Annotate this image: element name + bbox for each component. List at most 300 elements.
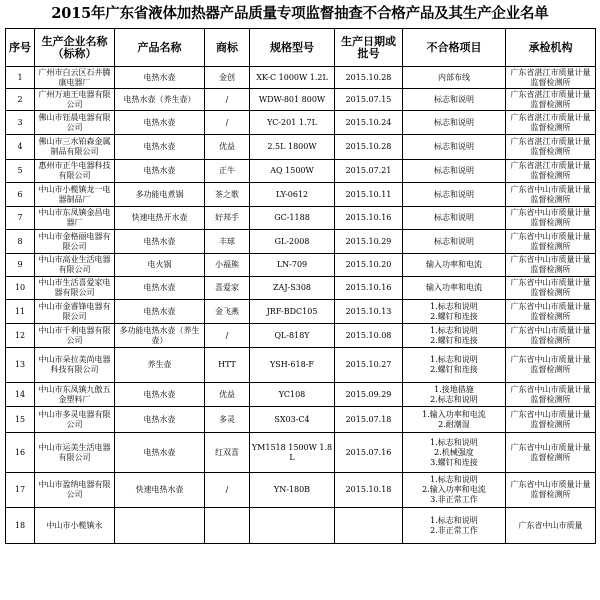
cell-no-text: 7 xyxy=(17,213,23,222)
cell-brand-text: 优益 xyxy=(219,389,235,399)
cell-no-text: 6 xyxy=(17,189,23,199)
cell-date xyxy=(335,348,403,383)
cell-model xyxy=(250,407,335,433)
table-row xyxy=(6,135,596,160)
cell-product xyxy=(115,348,205,383)
cell-no-text: 11 xyxy=(14,306,26,316)
cell-items-text: 2.机械强度 xyxy=(434,447,474,457)
cell-items-text: 2.螺钉和连接 xyxy=(430,365,478,374)
cell-model xyxy=(250,254,335,277)
cell-model-text: YN-180B xyxy=(273,485,311,494)
cell-model xyxy=(250,207,335,230)
cell-date xyxy=(335,135,403,160)
cell-no xyxy=(6,407,35,433)
header-brand: 商标 xyxy=(205,29,250,67)
cell-date-text: 2015.10.11 xyxy=(345,189,392,199)
cell-company-text: 中山市多灵电器有限公司 xyxy=(38,409,111,429)
cell-brand-text: / xyxy=(225,117,229,127)
cell-product-text: 电热水壶 xyxy=(143,236,176,246)
cell-date-text: 2015.10.13 xyxy=(345,306,392,316)
cell-product-text: 快速电热开水壶 xyxy=(131,213,188,222)
cell-company-text: 中山市盈纳电器有限公司 xyxy=(38,480,111,499)
cell-company-text: 中山市千利电器有限公司 xyxy=(38,325,111,345)
table-row xyxy=(6,508,596,544)
cell-company-text: 中山市朵拉美尚电器科技有限公司 xyxy=(38,355,111,374)
cell-date xyxy=(335,473,403,508)
cell-items xyxy=(403,277,506,300)
cell-items-text: 标志和说明 xyxy=(434,236,474,246)
cell-lab xyxy=(506,300,596,324)
cell-date-text: 2015.10.16 xyxy=(345,283,392,292)
cell-product xyxy=(115,300,205,324)
cell-date-text: 2015.10.29 xyxy=(345,236,392,246)
cell-model-text: LY-0612 xyxy=(275,189,309,199)
cell-date xyxy=(335,111,403,135)
cell-no-text: 18 xyxy=(14,520,26,530)
cell-date xyxy=(335,160,403,183)
cell-lab-text: 广东省中山市质量计量监督检测所 xyxy=(510,384,591,404)
cell-product xyxy=(115,277,205,300)
cell-lab xyxy=(506,277,596,300)
cell-model xyxy=(250,433,335,473)
cell-lab-text: 广东省中山市质量 xyxy=(518,520,583,530)
cell-model xyxy=(250,135,335,160)
cell-lab-text: 广东省中山市质量计量监督检测所 xyxy=(510,325,591,345)
cell-model xyxy=(250,183,335,207)
cell-no xyxy=(6,160,35,183)
cell-product-text: 快速电热水壶 xyxy=(135,485,184,494)
cell-date-text: 2015.10.28 xyxy=(345,142,392,151)
cell-brand xyxy=(205,160,250,183)
cell-company xyxy=(35,300,115,324)
cell-items xyxy=(403,300,506,324)
cell-brand-text: 好邦手 xyxy=(215,213,239,222)
table-row xyxy=(6,433,596,473)
cell-product xyxy=(115,407,205,433)
cell-lab-text: 广东省中山市质量计量监督检测所 xyxy=(510,208,591,227)
cell-no-text: 13 xyxy=(14,360,26,369)
cell-company xyxy=(35,473,115,508)
cell-items xyxy=(403,207,506,230)
cell-no-text: 8 xyxy=(17,236,23,246)
cell-brand-text: 正牛 xyxy=(219,166,235,175)
cell-date xyxy=(335,67,403,89)
cell-items xyxy=(403,135,506,160)
header-no: 序号 xyxy=(6,29,35,67)
cell-product xyxy=(115,324,205,348)
cell-items-text: 3.非正常工作 xyxy=(430,495,478,504)
cell-brand xyxy=(205,433,250,473)
cell-product xyxy=(115,135,205,160)
table-body xyxy=(6,67,596,544)
cell-no-text: 17 xyxy=(14,485,26,494)
cell-product-text: 多功能电热水壶（养生壶） xyxy=(119,325,200,345)
cell-brand-text: 优益 xyxy=(219,142,235,151)
cell-model-text: JRF-BDC105 xyxy=(266,306,318,316)
table-row xyxy=(6,324,596,348)
cell-company-text: 惠州市正牛电器科技有限公司 xyxy=(38,161,111,180)
cell-product-text: 电热水壶 xyxy=(143,117,176,127)
cell-product-text: 电热水壶 xyxy=(143,283,176,292)
cell-items xyxy=(403,324,506,348)
cell-company xyxy=(35,508,115,544)
nonconforming-products-table xyxy=(5,28,596,544)
cell-company-text: 中山市东凤镇九傲五金塑料厂 xyxy=(38,384,111,404)
cell-model-text: WDW-801 800W xyxy=(258,94,326,104)
cell-product xyxy=(115,67,205,89)
cell-lab xyxy=(506,348,596,383)
cell-no-text: 2 xyxy=(17,94,23,104)
cell-brand xyxy=(205,230,250,254)
cell-lab-text: 广东省中山市质量计量监督检测所 xyxy=(510,442,591,462)
cell-lab-text: 广东省中山市质量计量监督检测所 xyxy=(510,355,591,374)
cell-company-text: 中山市小榄镇永 xyxy=(46,520,103,530)
cell-company xyxy=(35,324,115,348)
cell-date xyxy=(335,230,403,254)
cell-company-text: 广州万迪王电器有限公司 xyxy=(38,89,111,109)
cell-date-text: 2015.10.08 xyxy=(345,330,392,340)
cell-no xyxy=(6,111,35,135)
cell-date-text: 2015.07.15 xyxy=(345,94,392,104)
cell-no xyxy=(6,433,35,473)
cell-model xyxy=(250,89,335,111)
cell-items-text: 1.接地措施 xyxy=(434,384,474,394)
table-row xyxy=(6,254,596,277)
cell-items xyxy=(403,183,506,207)
cell-product-text: 电热水壶 xyxy=(143,72,176,82)
table-row xyxy=(6,348,596,383)
cell-date xyxy=(335,324,403,348)
cell-date xyxy=(335,254,403,277)
cell-items-text: 输入功率和电流 xyxy=(426,283,482,292)
cell-lab-text: 广东省中山市质量计量监督检测所 xyxy=(510,184,591,204)
cell-no xyxy=(6,383,35,407)
cell-brand xyxy=(205,407,250,433)
cell-company-text: 中山市金睿锋电器有限公司 xyxy=(38,301,111,321)
cell-items xyxy=(403,508,506,544)
cell-model-text: 2.5L 1800W xyxy=(267,142,317,151)
cell-items-text: 2.耐潮湿 xyxy=(438,419,470,429)
cell-model-text: GL-2008 xyxy=(274,236,310,246)
cell-company xyxy=(35,89,115,111)
header-company: 生产企业名称（标称） xyxy=(35,29,115,67)
table-row xyxy=(6,407,596,433)
cell-brand xyxy=(205,508,250,544)
cell-items-text: 标志和说明 xyxy=(434,166,474,175)
cell-date-text: 2015.07.21 xyxy=(345,166,392,175)
cell-items-text: 标志和说明 xyxy=(434,94,474,104)
cell-brand xyxy=(205,348,250,383)
cell-items-text: 1.标志和说明 xyxy=(430,515,478,525)
cell-brand xyxy=(205,383,250,407)
cell-items xyxy=(403,254,506,277)
cell-no-text: 9 xyxy=(17,260,23,269)
cell-lab xyxy=(506,135,596,160)
cell-model-text: YC108 xyxy=(278,389,306,399)
table-row xyxy=(6,67,596,89)
cell-items-text: 1.标志和说明 xyxy=(430,325,478,335)
cell-date xyxy=(335,89,403,111)
cell-model xyxy=(250,160,335,183)
cell-items-text: 3.螺钉和连接 xyxy=(430,457,478,467)
cell-items xyxy=(403,111,506,135)
cell-lab xyxy=(506,433,596,473)
cell-date-text: 2015.10.20 xyxy=(345,260,392,269)
cell-company-text: 中山市运美生活电器有限公司 xyxy=(38,442,111,462)
cell-brand-text: 金飞燕 xyxy=(215,306,239,316)
cell-brand-text: 小福熊 xyxy=(215,260,239,269)
cell-brand xyxy=(205,135,250,160)
cell-no xyxy=(6,324,35,348)
cell-product-text: 电热水壶（养生壶） xyxy=(123,94,196,104)
cell-no xyxy=(6,67,35,89)
cell-items-text: 1.标志和说明 xyxy=(430,355,478,364)
cell-model-text: LN-709 xyxy=(276,260,308,269)
cell-no-text: 16 xyxy=(14,447,26,457)
cell-lab-text: 广东省中山市质量计量监督检测所 xyxy=(510,278,591,297)
cell-product xyxy=(115,230,205,254)
cell-model-text: QL-818Y xyxy=(274,330,310,340)
cell-date xyxy=(335,383,403,407)
cell-items-text: 1.标志和说明 xyxy=(430,475,478,484)
cell-lab-text: 广东省湛江市质量计量监督检测所 xyxy=(510,112,591,132)
cell-model-text: XK-C 1000W 1.2L xyxy=(256,72,328,82)
cell-no xyxy=(6,277,35,300)
cell-product xyxy=(115,207,205,230)
cell-no-text: 10 xyxy=(14,283,26,292)
cell-date-text: 2015.10.16 xyxy=(345,213,392,222)
cell-brand xyxy=(205,111,250,135)
cell-brand-text: / xyxy=(225,94,229,104)
cell-product-text: 电热水壶 xyxy=(143,142,176,151)
table-row xyxy=(6,111,596,135)
cell-model-text: YM1518 1500W 1.8L xyxy=(251,442,333,462)
cell-no xyxy=(6,183,35,207)
cell-model-text: YSH-618-F xyxy=(270,360,314,369)
cell-brand-text: 金创 xyxy=(219,72,235,82)
cell-lab xyxy=(506,383,596,407)
cell-date-text: 2015.07.16 xyxy=(345,447,392,457)
cell-date xyxy=(335,207,403,230)
cell-model xyxy=(250,230,335,254)
cell-brand xyxy=(205,277,250,300)
cell-date-text: 2015.07.18 xyxy=(345,414,392,424)
header-product: 产品名称 xyxy=(115,29,205,67)
cell-items-text: 标志和说明 xyxy=(434,189,474,199)
cell-no-text: 1 xyxy=(17,72,23,82)
cell-no xyxy=(6,473,35,508)
cell-no xyxy=(6,89,35,111)
cell-company xyxy=(35,111,115,135)
table-row xyxy=(6,383,596,407)
cell-lab-text: 广东省中山市质量计量监督检测所 xyxy=(510,480,591,499)
cell-no xyxy=(6,207,35,230)
cell-no xyxy=(6,508,35,544)
header-lab: 承检机构 xyxy=(506,29,596,67)
cell-brand-text: 喜爱家 xyxy=(215,283,239,292)
cell-no-text: 4 xyxy=(17,142,23,151)
cell-lab xyxy=(506,254,596,277)
cell-no xyxy=(6,254,35,277)
cell-items xyxy=(403,348,506,383)
cell-lab xyxy=(506,473,596,508)
header-model: 规格型号 xyxy=(250,29,335,67)
cell-lab xyxy=(506,407,596,433)
cell-lab xyxy=(506,67,596,89)
cell-company xyxy=(35,135,115,160)
cell-company-text: 广州市白云区石井腾康电器厂 xyxy=(38,67,111,87)
cell-no-text: 5 xyxy=(17,166,23,175)
cell-model-text: GC-1188 xyxy=(274,213,310,222)
cell-product xyxy=(115,89,205,111)
table-row xyxy=(6,277,596,300)
cell-product xyxy=(115,254,205,277)
cell-items-text: 标志和说明 xyxy=(434,213,474,222)
cell-lab-text: 广东省湛江市质量计量监督检测所 xyxy=(510,161,591,180)
cell-no-text: 12 xyxy=(14,330,26,340)
table-row xyxy=(6,183,596,207)
table-row xyxy=(6,230,596,254)
cell-no xyxy=(6,348,35,383)
cell-date-text: 2015.10.27 xyxy=(345,360,392,369)
cell-model-text: YC-201 1.7L xyxy=(267,117,317,127)
cell-product-text: 电热水壶 xyxy=(143,166,176,175)
cell-product-text: 电热水壶 xyxy=(143,447,176,457)
cell-items-text: 2.螺钉和连接 xyxy=(430,311,478,321)
cell-company xyxy=(35,207,115,230)
table-header-row xyxy=(6,29,596,67)
cell-items xyxy=(403,407,506,433)
cell-items xyxy=(403,89,506,111)
cell-model-text: ZAJ-S308 xyxy=(273,283,311,292)
cell-model xyxy=(250,473,335,508)
table-row xyxy=(6,473,596,508)
cell-product-text: 多功能电煮锅 xyxy=(135,189,184,199)
cell-company xyxy=(35,160,115,183)
cell-date xyxy=(335,508,403,544)
cell-company-text: 佛山市钰晨电器有限公司 xyxy=(38,112,111,132)
cell-product xyxy=(115,473,205,508)
cell-company xyxy=(35,67,115,89)
cell-items-text: 2.输入功率和电流 xyxy=(422,485,486,494)
cell-company xyxy=(35,433,115,473)
cell-product xyxy=(115,183,205,207)
cell-company-text: 中山市金格丽电器有限公司 xyxy=(38,231,111,251)
cell-no xyxy=(6,135,35,160)
cell-brand-text: 丰球 xyxy=(219,236,235,246)
cell-items-text: 标志和说明 xyxy=(434,142,474,151)
cell-lab-text: 广东省中山市质量计量监督检测所 xyxy=(510,231,591,251)
cell-product xyxy=(115,383,205,407)
cell-brand xyxy=(205,207,250,230)
cell-items-text: 内部布线 xyxy=(438,72,470,82)
cell-items-text: 输入功率和电流 xyxy=(426,260,482,269)
cell-product xyxy=(115,111,205,135)
cell-company xyxy=(35,383,115,407)
cell-items-text: 2.螺钉和连接 xyxy=(430,335,478,345)
cell-date xyxy=(335,300,403,324)
cell-product xyxy=(115,433,205,473)
cell-brand-text: HTT xyxy=(218,360,236,369)
cell-date xyxy=(335,277,403,300)
cell-items-text: 标志和说明 xyxy=(434,117,474,127)
cell-model xyxy=(250,383,335,407)
cell-company xyxy=(35,254,115,277)
cell-date xyxy=(335,433,403,473)
cell-model xyxy=(250,300,335,324)
cell-items xyxy=(403,230,506,254)
cell-model-text: AQ 1500W xyxy=(270,166,314,175)
cell-items-text: 1.输入功率和电流 xyxy=(422,409,486,419)
cell-no-text: 15 xyxy=(14,414,26,424)
cell-lab-text: 广东省中山市质量计量监督检测所 xyxy=(510,255,591,274)
table-row xyxy=(6,207,596,230)
cell-product-text: 电热水壶 xyxy=(143,414,176,424)
cell-date-text: 2015.09.29 xyxy=(345,389,392,399)
cell-model xyxy=(250,111,335,135)
cell-date xyxy=(335,183,403,207)
cell-company-text: 中山市小榄镇龙一电器制品厂 xyxy=(38,184,111,204)
cell-company xyxy=(35,230,115,254)
cell-items xyxy=(403,473,506,508)
cell-brand xyxy=(205,89,250,111)
cell-brand-text: / xyxy=(225,485,229,494)
cell-lab-text: 广东省湛江市质量计量监督检测所 xyxy=(510,89,591,109)
cell-no xyxy=(6,300,35,324)
cell-no-text: 14 xyxy=(14,389,26,399)
header-date: 生产日期或批号 xyxy=(335,29,403,67)
cell-lab xyxy=(506,111,596,135)
cell-items-text: 1.标志和说明 xyxy=(430,437,478,447)
cell-lab-text: 广东省中山市质量计量监督检测所 xyxy=(510,301,591,321)
cell-items-text: 2.非正常工作 xyxy=(430,525,478,535)
cell-date-text: 2015.10.24 xyxy=(345,117,392,127)
cell-items xyxy=(403,433,506,473)
cell-brand-text: 红双喜 xyxy=(215,447,239,457)
cell-date-text: 2015.10.18 xyxy=(345,485,392,494)
cell-lab-text: 广东省湛江市质量计量监督检测所 xyxy=(510,67,591,87)
cell-product xyxy=(115,508,205,544)
cell-company xyxy=(35,277,115,300)
cell-brand xyxy=(205,183,250,207)
cell-date xyxy=(335,407,403,433)
cell-brand xyxy=(205,67,250,89)
cell-lab xyxy=(506,160,596,183)
document-title: 2015年广东省液体加热器产品质量专项监督抽查不合格产品及其生产企业名单 xyxy=(51,5,549,22)
cell-lab xyxy=(506,183,596,207)
cell-items-text: 1.标志和说明 xyxy=(430,301,478,311)
cell-company-text: 中山市生活喜爱家电器有限公司 xyxy=(38,278,111,297)
cell-model xyxy=(250,67,335,89)
cell-brand xyxy=(205,473,250,508)
cell-product xyxy=(115,160,205,183)
cell-model-text: SX03-C4 xyxy=(274,414,310,424)
cell-lab-text: 广东省湛江市质量计量监督检测所 xyxy=(510,137,591,156)
cell-lab xyxy=(506,230,596,254)
cell-items xyxy=(403,383,506,407)
cell-brand xyxy=(205,324,250,348)
cell-no-text: 3 xyxy=(17,117,23,127)
header-items: 不合格项目 xyxy=(403,29,506,67)
cell-company xyxy=(35,348,115,383)
cell-items xyxy=(403,67,506,89)
cell-lab xyxy=(506,324,596,348)
cell-lab xyxy=(506,89,596,111)
cell-brand-text: 多灵 xyxy=(219,414,235,424)
cell-model xyxy=(250,277,335,300)
cell-lab xyxy=(506,508,596,544)
cell-product-text: 养生壶 xyxy=(147,360,172,369)
